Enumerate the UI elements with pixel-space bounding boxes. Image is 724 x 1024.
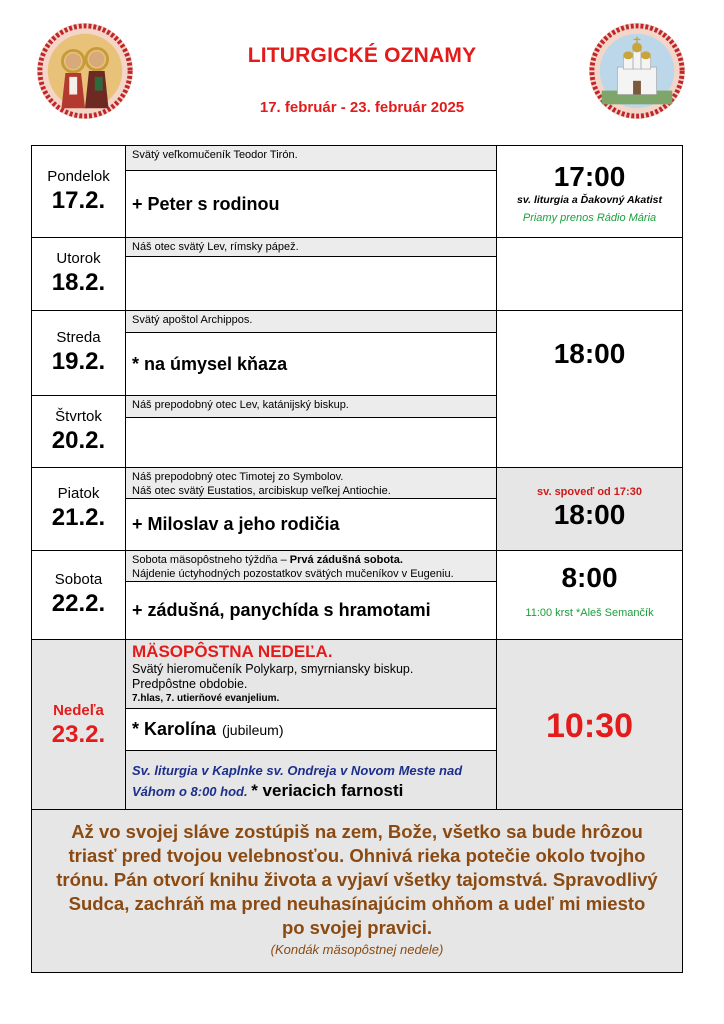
feast-text: Svätý apoštol Archippos.: [126, 311, 496, 333]
intention-text: + Miloslav a jeho rodičia: [132, 514, 340, 534]
day-date: 23.2.: [51, 721, 106, 748]
feast-line: [132, 553, 490, 567]
day-row-monday: [32, 146, 682, 237]
day-cell: [32, 396, 126, 467]
page-title: LITURGICKÉ OZNAMY: [247, 44, 477, 67]
time-cell: [497, 238, 682, 310]
feast-text: Svätý veľkomučeník Teodor Tirón.: [126, 146, 496, 171]
confession-note: sv. spoveď od 17:30: [537, 486, 642, 498]
day-name: Utorok: [56, 250, 101, 267]
feast-line: Svätý hieromučeník Polykarp, smyrniansky biskup.: [132, 662, 414, 676]
day-cell: [32, 551, 126, 639]
day-row-saturday: [32, 550, 682, 639]
day-cell: [32, 238, 126, 310]
day-content: [126, 396, 496, 467]
feast-bold: Prvá zádušná sobota.: [289, 554, 403, 566]
day-name: Sobota: [54, 571, 103, 588]
day-date: 20.2.: [51, 426, 106, 454]
feast-prefix: Sobota mäsopôstneho týždňa –: [132, 554, 290, 566]
liturgy-block: [126, 751, 496, 812]
kondak-quote: [31, 809, 683, 973]
time-cell: [497, 146, 682, 237]
intention-text: [126, 418, 496, 467]
feast-text: [126, 468, 496, 499]
broadcast-note: Priamy prenos Rádio Mária: [522, 211, 657, 224]
day-name: Nedeľa: [53, 702, 104, 719]
schedule-table: [31, 145, 683, 813]
day-name: Streda: [56, 329, 101, 346]
day-date: 19.2.: [51, 348, 106, 375]
intention-text: + zádušná, panychída s hramotami: [132, 600, 431, 620]
feast-line: Náš prepodobný otec Timotej zo Symbolov.: [132, 471, 344, 483]
intention-text: * Karolína: [132, 719, 217, 739]
day-row-friday: [32, 467, 682, 550]
day-row-sunday: [32, 639, 682, 812]
intention-text: * na úmysel kňaza: [132, 353, 288, 374]
day-content: [126, 146, 497, 237]
liturgy-intention: * veriacich farnosti: [251, 781, 404, 800]
day-name: Piatok: [57, 485, 100, 502]
feast-line: Nájdenie úctyhodných pozostatkov svätých mučeníkov v Eugeniu.: [132, 568, 454, 580]
date-range: 17. február - 23. február 2025: [259, 99, 465, 116]
time-cell: [497, 311, 682, 467]
day-content: [126, 640, 497, 812]
liturgy-note: Sv. liturgia v Kaplnke sv. Ondreja v Novom Meste nad Váhom o 8:00 hod.: [132, 763, 463, 799]
day-content: [126, 238, 497, 310]
intention-text: + Peter s rodinou: [132, 193, 280, 214]
feast-block: [126, 640, 496, 709]
day-cell: [32, 640, 126, 812]
day-cell: [32, 468, 126, 550]
day-date: 17.2.: [51, 186, 106, 214]
day-row-thursday: [32, 396, 496, 467]
quote-source: (Kondák mäsopôstnej nedele): [270, 942, 444, 957]
day-date: 21.2.: [51, 504, 106, 531]
service-time: 17:00: [553, 160, 626, 192]
feast-note: 7.hlas, 7. utierňové evanjelium.: [132, 693, 280, 704]
service-time: 18:00: [553, 338, 626, 369]
intention-row: [126, 709, 496, 751]
day-cell: [32, 146, 126, 237]
quote-text: Až vo svojej sláve zostúpiš na zem, Bože, všetko sa bude hrôzou triasť pred tvojou velebnosťou. Ohnivá rieka potečie okolo tvojho trónu. Pán otvorí knihu života a vyjaví všetky tajomstvá. Spravodlivý Sudca, zachráň ma pred neuhasínajúcim ohňom a udeľ mi miesto po svojej pravici.: [56, 821, 658, 938]
service-time: 10:30: [546, 707, 633, 745]
time-cell: [497, 468, 682, 550]
service-time: 8:00: [561, 562, 618, 593]
day-row-tuesday: [32, 237, 682, 310]
feast-text: Náš prepodobný otec Lev, katánijský biskup.: [126, 396, 496, 418]
intention-extra: (jubileum): [222, 721, 284, 738]
day-date: 18.2.: [51, 269, 106, 296]
day-rows-wed-thu: [32, 310, 682, 467]
intention-text: [126, 257, 496, 310]
day-date: 22.2.: [51, 590, 106, 617]
day-name: Štvrtok: [55, 407, 102, 425]
day-name: Pondelok: [47, 167, 110, 185]
feast-text: Náš otec svätý Lev, rímsky pápež.: [126, 238, 496, 257]
feast-line: Náš otec svätý Eustatios, arcibiskup veľkej Antiochie.: [132, 485, 391, 497]
day-cell: [32, 311, 126, 395]
feast-title: MÄSOPÔSTNA NEDEĽA.: [132, 642, 333, 661]
time-cell: [497, 551, 682, 639]
day-content: [126, 468, 497, 550]
day-content: [126, 551, 497, 639]
time-cell: [497, 640, 682, 812]
baptism-note: 11:00 krst *Aleš Semančík: [525, 607, 654, 619]
feast-text: [126, 551, 496, 582]
day-content: [126, 311, 496, 395]
service-time: 18:00: [553, 499, 626, 530]
day-row-wednesday: [32, 311, 496, 396]
feast-line: Predpôstne obdobie.: [132, 677, 248, 691]
service-note: sv. liturgia a Ďakovný Akatist: [517, 193, 662, 206]
